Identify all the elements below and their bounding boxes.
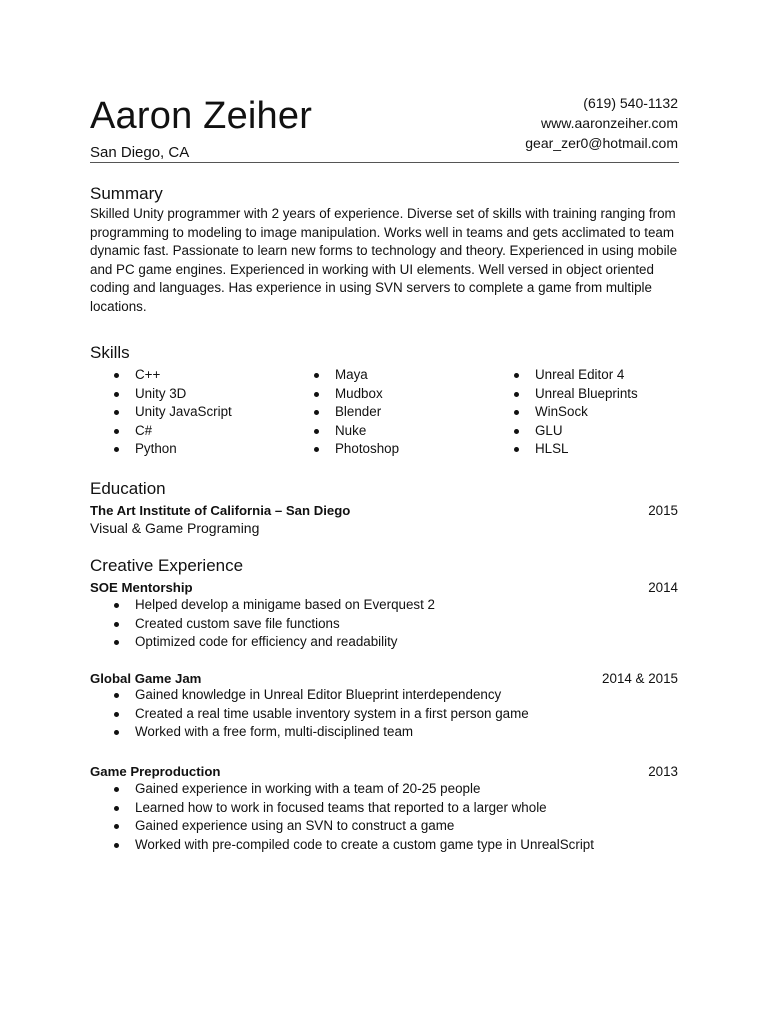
education-school: The Art Institute of California – San Diego <box>90 503 351 518</box>
skills-column-3 <box>490 366 638 459</box>
experience-entry-title: Global Game Jam <box>90 671 202 686</box>
bullet-dot <box>114 373 119 378</box>
bullet-dot <box>114 429 119 434</box>
bullet-dot <box>514 410 519 415</box>
skill-item: Mudbox <box>290 385 399 404</box>
bullet-dot <box>114 730 119 735</box>
skill-item: C++ <box>90 366 232 385</box>
bullet-dot <box>114 640 119 645</box>
skill-item: Unity 3D <box>90 385 232 404</box>
bullet-dot <box>314 410 319 415</box>
experience-heading: Creative Experience <box>90 556 244 575</box>
experience-entry-bullets <box>90 596 690 652</box>
experience-entry-title: Game Preproduction <box>90 764 221 779</box>
bullet-dot <box>314 373 319 378</box>
list-item: Created a real time usable inventory system in a first person game <box>90 705 690 724</box>
bullet-dot <box>514 447 519 452</box>
skill-item: Python <box>90 440 232 459</box>
skills-heading: Skills <box>90 343 130 362</box>
bullet-dot <box>314 447 319 452</box>
experience-entry-bullets <box>90 686 690 742</box>
skill-item: Nuke <box>290 422 399 441</box>
contact-block <box>525 93 678 153</box>
skill-item: Photoshop <box>290 440 399 459</box>
bullet-dot <box>314 429 319 434</box>
experience-entry-year: 2013 <box>648 764 678 779</box>
list-item: Helped develop a minigame based on Everquest 2 <box>90 596 690 615</box>
skill-item: Unreal Editor 4 <box>490 366 638 385</box>
applicant-location: San Diego, CA <box>90 144 190 161</box>
list-item: Worked with a free form, multi-disciplined team <box>90 723 690 742</box>
website-link[interactable]: www.aaronzeiher.com <box>541 115 678 131</box>
education-heading: Education <box>90 479 166 498</box>
experience-entry-year: 2014 & 2015 <box>602 671 678 686</box>
bullet-dot <box>114 843 119 848</box>
skill-item: GLU <box>490 422 638 441</box>
skills-column-2 <box>290 366 399 459</box>
bullet-dot <box>114 447 119 452</box>
list-item: Optimized code for efficiency and readability <box>90 633 690 652</box>
experience-entry-title: SOE Mentorship <box>90 580 193 595</box>
list-item: Gained experience using an SVN to construct a game <box>90 817 690 836</box>
skill-item: WinSock <box>490 403 638 422</box>
skill-item: C# <box>90 422 232 441</box>
email-address[interactable]: gear_zer0@hotmail.com <box>525 135 678 151</box>
bullet-dot <box>114 712 119 717</box>
bullet-dot <box>514 373 519 378</box>
skill-item: Blender <box>290 403 399 422</box>
bullet-dot <box>114 392 119 397</box>
list-item: Gained knowledge in Unreal Editor Blueprint interdependency <box>90 686 690 705</box>
skill-item: Unity JavaScript <box>90 403 232 422</box>
experience-entry-bullets <box>90 780 690 854</box>
bullet-dot <box>514 429 519 434</box>
bullet-dot <box>114 806 119 811</box>
applicant-name: Aaron Zeiher <box>90 95 313 137</box>
experience-entry-year: 2014 <box>648 580 678 595</box>
phone-number: (619) 540-1132 <box>583 95 678 111</box>
list-item: Gained experience in working with a team of 20-25 people <box>90 780 690 799</box>
education-program: Visual & Game Programing <box>90 520 260 536</box>
skill-item: Maya <box>290 366 399 385</box>
bullet-dot <box>114 410 119 415</box>
skills-column-1 <box>90 366 232 459</box>
bullet-dot <box>114 693 119 698</box>
bullet-dot <box>114 787 119 792</box>
education-year: 2015 <box>648 503 678 518</box>
list-item: Learned how to work in focused teams that reported to a larger whole <box>90 799 690 818</box>
bullet-dot <box>114 603 119 608</box>
bullet-dot <box>314 392 319 397</box>
summary-heading: Summary <box>90 184 163 203</box>
list-item: Worked with pre-compiled code to create a custom game type in UnrealScript <box>90 836 690 855</box>
skill-item: HLSL <box>490 440 638 459</box>
bullet-dot <box>514 392 519 397</box>
header-divider <box>90 162 679 163</box>
bullet-dot <box>114 622 119 627</box>
summary-text: Skilled Unity programmer with 2 years of experience. Diverse set of skills with training ranging from programming to modeling to image manipulation. Works well in teams and gets acclimated to team dynamic fast. Passionate to learn new forms to technology and theory. Experienced in using mobile and PC game engines. Experienced in working with UI elements. Well versed in object oriented coding and languages. Has experience in using SVN servers to complete a game from multiple locations. <box>90 206 678 314</box>
list-item: Created custom save file functions <box>90 615 690 634</box>
skill-item: Unreal Blueprints <box>490 385 638 404</box>
bullet-dot <box>114 824 119 829</box>
